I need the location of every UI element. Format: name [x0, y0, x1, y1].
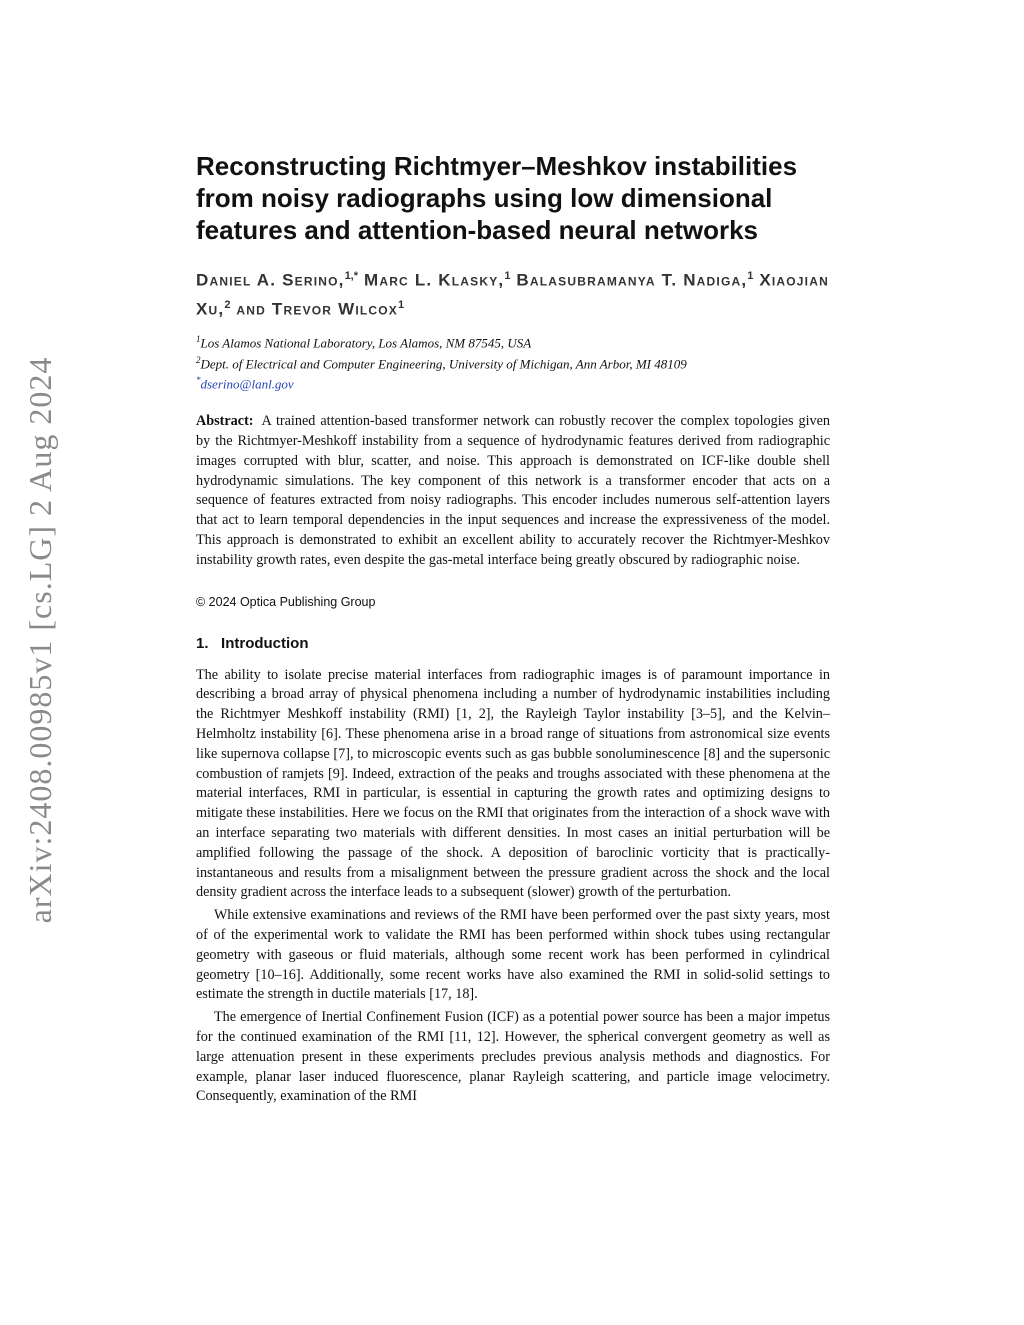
author-affil-mark: 1: [747, 270, 754, 282]
paper-title: Reconstructing Richtmyer–Meshkov instabilities from noisy radiographs using low dimensional features and attention-based neural networks: [196, 151, 798, 245]
affiliation-line: $^1$Los Alamos National Laboratory, Los Alamos, NM 87545, USA: [196, 334, 532, 351]
contact-email-line: *dserino@lanl.gov: [196, 374, 294, 392]
body-paragraph: While extensive examinations and reviews of the RMI have been performed over the past sixty years, most of of the experimental work to validate the RMI has been performed within shock tubes using rectangular geometry with gaseous or fluid materials, although some recent work has been performed in cylindrical geometry [10–16]. Additionally, some recent works have also examined the RMI in solid-solid settings to estimate the strength in ductile materials [17, 18].: [196, 907, 830, 1003]
abstract-text: A trained attention-based transformer network can robustly recover the complex topologies given by the Richtmyer-Meshkoff instability from a sequence of hydrodynamic features derived from radiographic images corrupted with blur, scatter, and noise. This approach is demonstrated on ICF-like double shell hydrodynamic simulations. The key component of this network is a transformer encoder that acts on a sequence of features extracted from noisy radiographs. This encoder includes numerous self-attention layers that act to learn temporal dependencies in the input sequences and increase the expressiveness of the model. This approach is demonstrated to exhibit an excellent ability to accurately recover the Richtmyer-Meshkov instability growth rates, even despite the gas-metal interface being greatly obscured by radiographic noise.: [196, 413, 830, 568]
copyright-notice: © 2024 Optica Publishing Group: [196, 594, 376, 609]
body-paragraph: The emergence of Inertial Confinement Fusion (ICF) as a potential power source has been a major impetus for the continued examination of the RMI [11, 12]. However, the spherical convergent geometry as well as large attenuation present in these experiments precludes previous analysis methods and diagnostics. For example, planar laser induced fluorescence, planar Rayleigh scattering, and particle image velocimetry. Consequently, examination of the RMI: [196, 1009, 830, 1105]
author-name: Daniel A. Serino,: [196, 270, 345, 290]
affiliation-line: $^2$Dept. of Electrical and Computer Engineering, University of Michigan, Ann Arbor, MI 48109: [196, 354, 687, 371]
arxiv-side-identifier: arXiv:2408.00985v1 [cs.LG] 2 Aug 2024: [22, 356, 58, 924]
section-heading-introduction: [196, 635, 830, 652]
author-affil-mark: 1: [504, 270, 511, 282]
author-name: and Trevor Wilcox: [236, 299, 399, 319]
section-title: Introduction: [221, 634, 309, 652]
author-name: Balasubramanya T. Nadiga,: [516, 270, 748, 290]
author-name: Marc L. Klasky,: [363, 270, 505, 290]
abstract: [196, 412, 830, 570]
section-number: 1.: [196, 634, 209, 652]
affiliations: [196, 331, 830, 392]
author-affil-mark: 2: [224, 298, 231, 311]
author-list: [196, 264, 830, 321]
author-affil-mark: 1,*: [344, 270, 359, 282]
introduction-body: [196, 666, 830, 1108]
author-name: Xiaojian Xu,: [196, 270, 829, 319]
abstract-label: Abstract:: [196, 413, 254, 430]
body-paragraph: The ability to isolate precise material interfaces from radiographic images is of paramount importance in describing a broad array of physical phenomena including a number of hydrodynamic instabilities including the Richtmyer Meshkoff instability (RMI) [1, 2], the Rayleigh Taylor instability [3–5], and the Kelvin–Helmholtz instability [6]. These phenomena arise in a broad range of situations from astronomical size events like supernova collapse [7], to microscopic events such as gas bubble sonoluminescence [8] and the supersonic combustion of ramjets [9]. Indeed, extraction of the peaks and troughs associated with these phenomena at the material interfaces, RMI in particular, is essential in capturing the growth rates and optimizing designs to mitigate these instabilities. Here we focus on the RMI that originates from the interaction of a shock wave with an interface separating two materials with different densities. In most cases an initial perturbation will be amplified following the passage of the shock. A deposition of baroclinic vorticity that is practically-instantaneous and results from a misalignment between the pressure gradient across the shock and the local density gradient across the interface leads to a subsequent (slower) growth of the perturbation.: [196, 666, 830, 901]
paper-page: [196, 150, 830, 1107]
contact-email-link[interactable]: dserino@lanl.gov: [200, 376, 294, 392]
author-affil-mark: 1: [398, 298, 405, 311]
